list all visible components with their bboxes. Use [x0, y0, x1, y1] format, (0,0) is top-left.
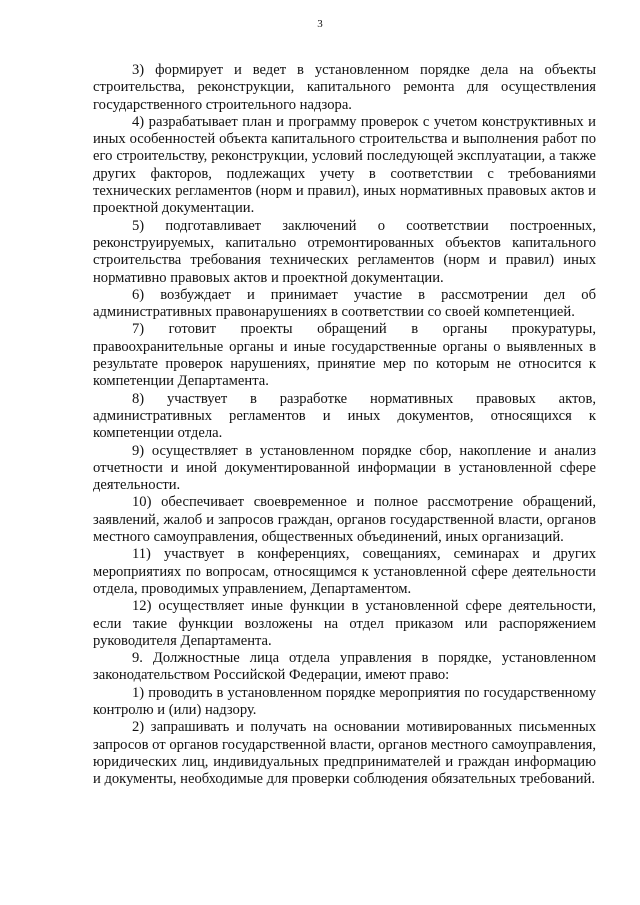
paragraph-item-11: 11) участвует в конференциях, совещаниях, семинарах и других мероприятиях по вопросам, относящимся к установленной сфере деятельности отдела, проводимых управлением, Департаментом. — [93, 546, 596, 597]
paragraph-item-8: 8) участвует в разработке нормативных правовых актов, административных регламентов и иных документов, относящихся к компетенции отдела. — [93, 390, 596, 442]
page-number: 3 — [317, 18, 323, 30]
right-item-2: 2) запрашивать и получать на основании мотивированных письменных запросов от органов государственной власти, органов местного самоуправления, юридических лиц, индивидуальных предпринимателей и граждан информацию и документы, необходимые для проверки соблюдения обязательных требований. — [93, 719, 596, 788]
paragraph-item-10: 10) обеспечивает своевременное и полное рассмотрение обращений, заявлений, жалоб и запросов граждан, органов государственной власти, органов местного самоуправления, общественных объединений, иных организаций. — [93, 494, 596, 546]
paragraph-item-12: 12) осуществляет иные функции в установленной сфере деятельности, если такие функции возложены на отдел приказом или распоряжением руководителя Департамента. — [93, 598, 596, 649]
paragraph-item-4: 4) разрабатывает план и программу проверок с учетом конструктивных и иных особенностей объекта капитального строительства и выполнения работ по его строительству, реконструкции, условий последующей эксплуатации, а также других факторов, подлежащих учету в соответствии с требованиями технических регламентов (норм и правил), иных нормативных правовых актов и проектной документации. — [93, 113, 596, 217]
paragraph-item-5: 5) подготавливает заключений о соответствии построенных, реконструируемых, капитально отремонтированных объектов капитального строительства требования технических регламентов (норм и правил) иных нормативно правовых актов и проектной документации. — [93, 217, 596, 286]
paragraph-item-7: 7) готовит проекты обращений в органы прокуратуры, правоохранительные органы и иные государственные органы о выявленных в результате проверок нарушениях, принятие мер по которым не относится к компетенции Департамента. — [93, 321, 596, 390]
paragraph-item-6: 6) возбуждает и принимает участие в рассмотрении дел об административных правонарушениях в соответствии со своей компетенцией. — [93, 286, 596, 321]
right-item-1: 1) проводить в установленном порядке мероприятия по государственному контролю и (или) надзору. — [93, 684, 596, 718]
paragraph-item-3: 3) формирует и ведет в установленном порядке дела на объекты строительства, реконструкции, капитального ремонта для осуществления государственного строительного надзора. — [93, 62, 596, 113]
section-9-heading: 9. Должностные лица отдела управления в порядке, установленном законодательством Российской Федерации, имеют право: — [93, 650, 596, 684]
document-body — [93, 62, 596, 788]
paragraph-item-9: 9) осуществляет в установленном порядке сбор, накопление и анализ отчетности и иной документированной информации в установленной сфере деятельности. — [93, 442, 596, 494]
